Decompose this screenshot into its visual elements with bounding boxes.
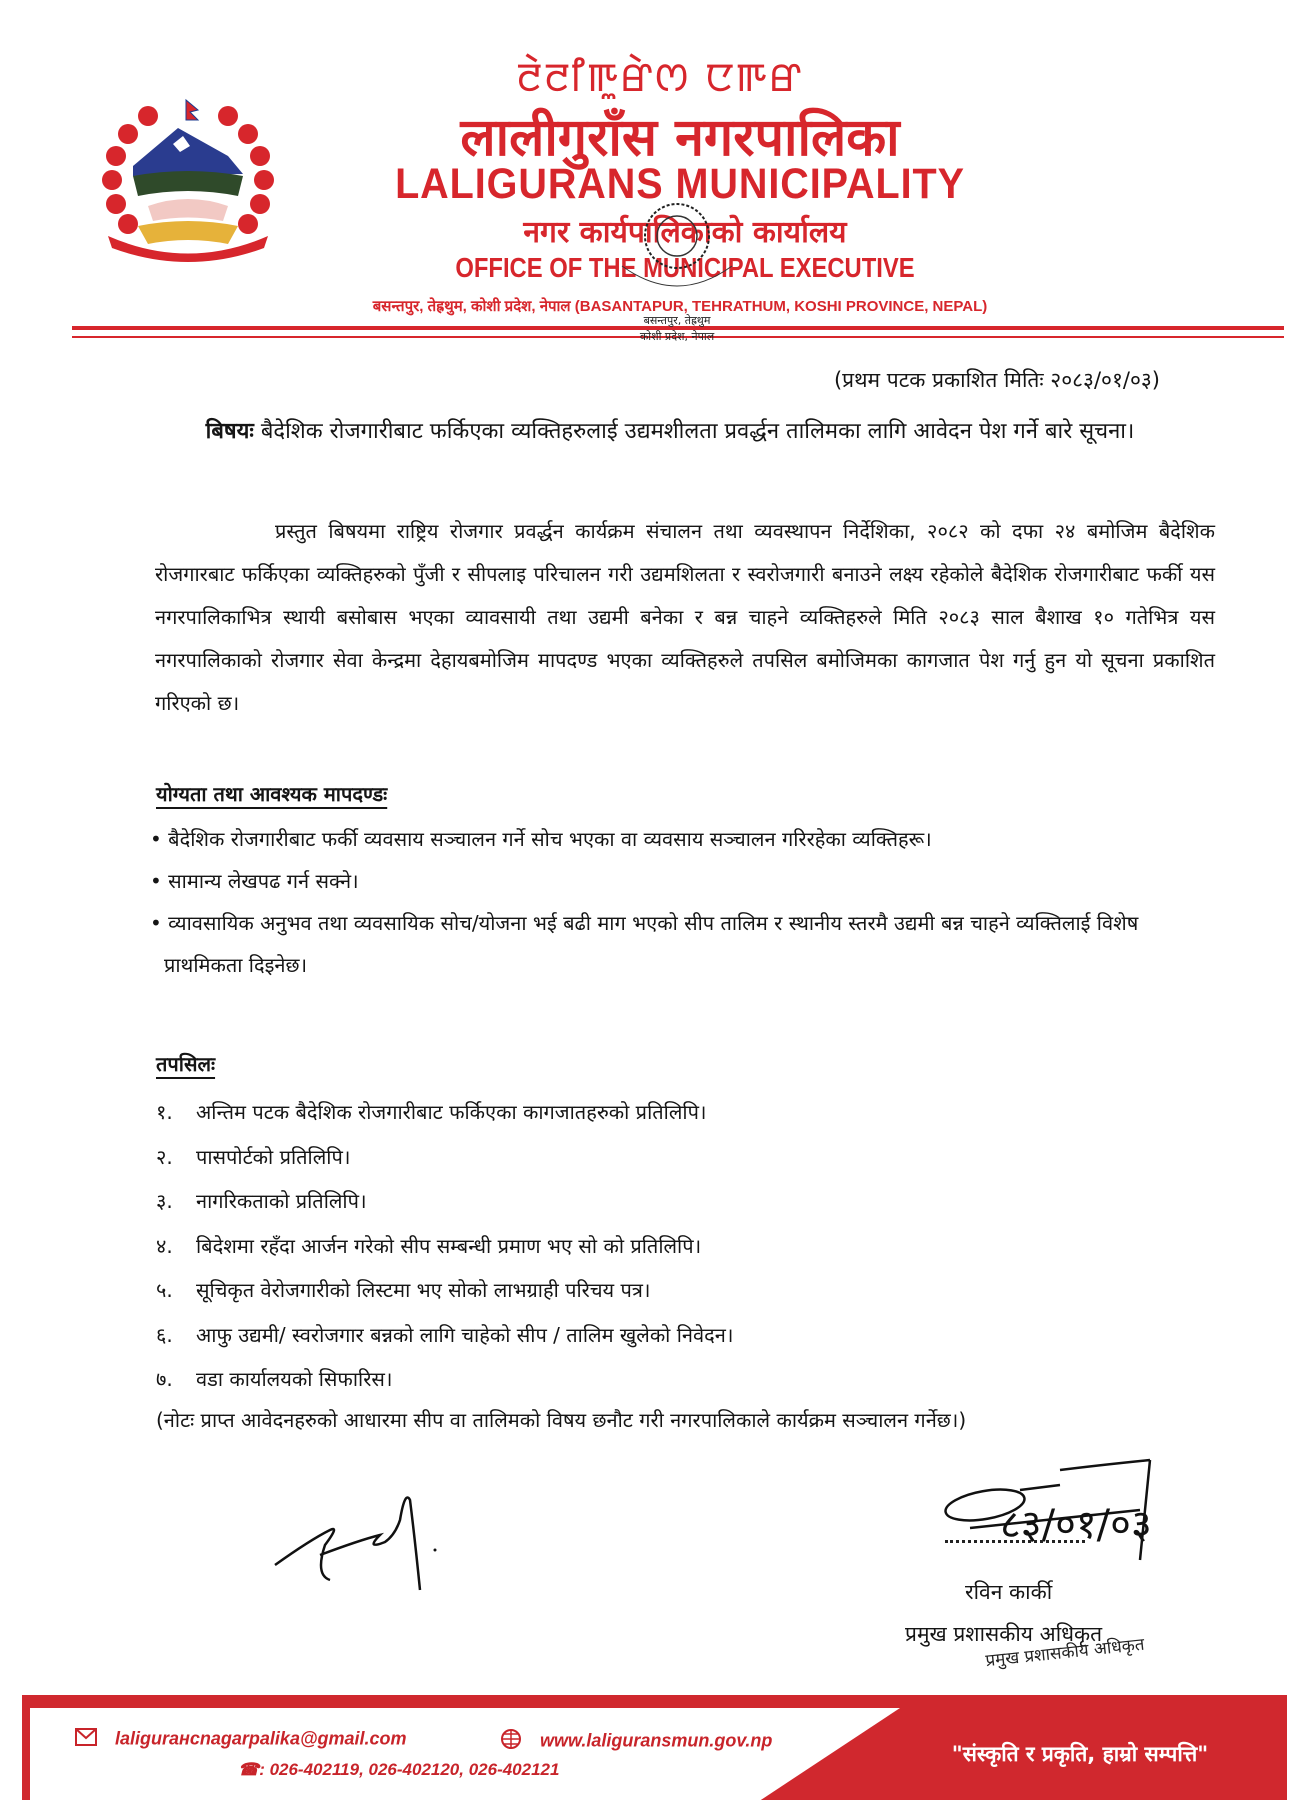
office-name-english: OFFICE OF THE MUNICIPAL EXECUTIVE bbox=[455, 252, 915, 283]
notice-subject bbox=[150, 408, 1190, 456]
municipality-name-nepali: लालीगुराँस नगरपालिका bbox=[460, 108, 900, 168]
nepal-emblem-icon bbox=[88, 96, 288, 266]
office-name-nepali: नगर कार्यपालिकाको कार्यालय bbox=[523, 215, 847, 250]
footer-motto: "संस्कृति र प्रकृति, हाम्रो सम्पत्ति" bbox=[951, 1742, 1209, 1766]
globe-icon bbox=[500, 1728, 522, 1755]
signature-line bbox=[945, 1540, 1085, 1543]
phone-icon: ☎ bbox=[238, 1760, 260, 1779]
website-link[interactable]: www.laliguransmun.gov.np bbox=[540, 1730, 773, 1751]
published-date: (प्रथम पटक प्रकाशित मितिः २०८३/०१/०३) bbox=[833, 368, 1160, 392]
office-address: बसन्तपुर, तेह्रथुम, कोशी प्रदेश, नेपाल (BASANTAPUR, TEHRATHUM, KOSHI PROVINCE, NEPAL) bbox=[372, 298, 988, 315]
svg-text:बसन्तपुर, तेह्रथुम: बसन्तपुर, तेह्रथुम bbox=[643, 314, 711, 327]
handwritten-signature-left bbox=[270, 1480, 450, 1600]
office-seal-stamp-icon bbox=[612, 196, 742, 346]
subject-text: बैदेशिक रोजगारीबाट फर्किएका व्यक्तिहरुलाई उद्यमशीलता प्रवर्द्धन तालिमका लागि आवेदन पेश गर्ने बारे सूचना। bbox=[260, 419, 1135, 444]
footer-email[interactable] bbox=[75, 1728, 407, 1751]
footer-website[interactable] bbox=[500, 1728, 772, 1755]
svg-text:८३/०१/०३: ८३/०१/०३ bbox=[1000, 1502, 1152, 1548]
list-item: २. पासपोर्टको प्रतिलिपि। bbox=[156, 1144, 351, 1169]
signature-stamp-title: प्रमुख प्रशासकीय अधिकृत bbox=[984, 1634, 1146, 1672]
list-item: ४. बिदेशमा रहँदा आर्जन गरेको सीप सम्बन्धी प्रमाण भए सो को प्रतिलिपि। bbox=[156, 1233, 702, 1258]
list-item: ३. नागरिकताको प्रतिलिपि। bbox=[156, 1189, 367, 1213]
footer-phone: ☎: 026-402119, 026-402120, 026-402121 bbox=[238, 1760, 560, 1779]
list-item: १. अन्तिम पटक बैदेशिक रोजगारीबाट फर्किएका कागजातहरुको प्रतिलिपि। bbox=[156, 1100, 707, 1124]
svg-text:कोशी प्रदेश, नेपाल: कोशी प्रदेश, नेपाल bbox=[639, 330, 715, 343]
handwritten-signature-right bbox=[940, 1450, 1260, 1570]
qualification-list bbox=[150, 818, 1190, 986]
annex-list bbox=[156, 1090, 1196, 1402]
list-item: • बैदेशिक रोजगारीबाट फर्की व्यवसाय सञ्चालन गर्ने सोच भएका वा व्यवसाय सञ्चालन गरिरहेका व्यक्तिहरू। bbox=[150, 827, 932, 851]
list-item: ७. वडा कार्यालयको सिफारिस। bbox=[156, 1367, 393, 1391]
subject-label: बिषयः bbox=[205, 419, 254, 444]
email-link[interactable]: laligurансnagarpalika@gmail.com bbox=[115, 1728, 407, 1749]
municipality-name-english: LALIGURANS MUNICIPALITY bbox=[395, 160, 965, 208]
list-item: • व्यावसायिक अनुभव तथा व्यवसायिक सोच/योजना भई बढी माग भएको सीप तालिम र स्थानीय स्तरमै उद्यमी बन्न चाहने व्यक्तिलाई विशेष प्राथमिकता दिइनेछ। bbox=[150, 911, 1139, 977]
notice-body: प्रस्तुत बिषयमा राष्ट्रिय रोजगार प्रवर्द्धन कार्यक्रम संचालन तथा व्यवस्थापन निर्देशिका, २०८२ को दफा २४ बमोजिम बैदेशिक रोजगारबाट फर्किएका व्यक्तिहरुको पुँजी र सीपलाइ परिचालन गरी उद्यमशिलता र स्वरोजगारी बनाउने लक्ष्य रहेकोले बैदेशिक रोजगारीबाट फर्की यस नगरपालिकाभित्र स्थायी बसोबास भएका व्यावसायी तथा उद्यमी बनेका र बन्न चाहने व्यक्तिहरुले मिति २०८३ साल बैशाख १० गतेभित्र यस नगरपालिकाको रोजगार सेवा केन्द्रमा देहायबमोजिम मापदण्ड भएका व्यक्तिहरुले तपसिल बमोजिमका कागजात पेश गर्नु हुन यो सूचना प्रकाशित गरिएको छ। bbox=[155, 519, 1215, 715]
list-item: ५. सूचिकृत वेरोजगारीको लिस्टमा भए सोको लाभग्राही परिचय पत्र। bbox=[156, 1278, 651, 1302]
script-title: ꯂꯥꯂꯤꯒꯨꯔꯥꯁ ꯅꯒꯔ bbox=[516, 55, 804, 101]
envelope-icon bbox=[75, 1728, 97, 1751]
list-item: • सामान्य लेखपढ गर्न सक्ने। bbox=[150, 869, 359, 893]
qualification-heading: योग्यता तथा आवश्यक मापदण्डः bbox=[156, 782, 388, 806]
annex-heading: तपसिलः bbox=[156, 1052, 216, 1076]
signatory-title: प्रमुख प्रशासकीय अधिकृत bbox=[905, 1622, 1103, 1646]
signatory-name: रविन कार्की bbox=[965, 1580, 1053, 1604]
list-item: ६. आफु उद्यमी/ स्वरोजगार बन्नको लागि चाहेको सीप / तालिम खुलेको निवेदन। bbox=[156, 1322, 734, 1347]
notice-note: (नोटः प्राप्त आवेदनहरुको आधारमा सीप वा तालिमको विषय छनौट गरी नगरपालिकाले कार्यक्रम सञ्चालन गर्नेछ।) bbox=[156, 1408, 967, 1432]
